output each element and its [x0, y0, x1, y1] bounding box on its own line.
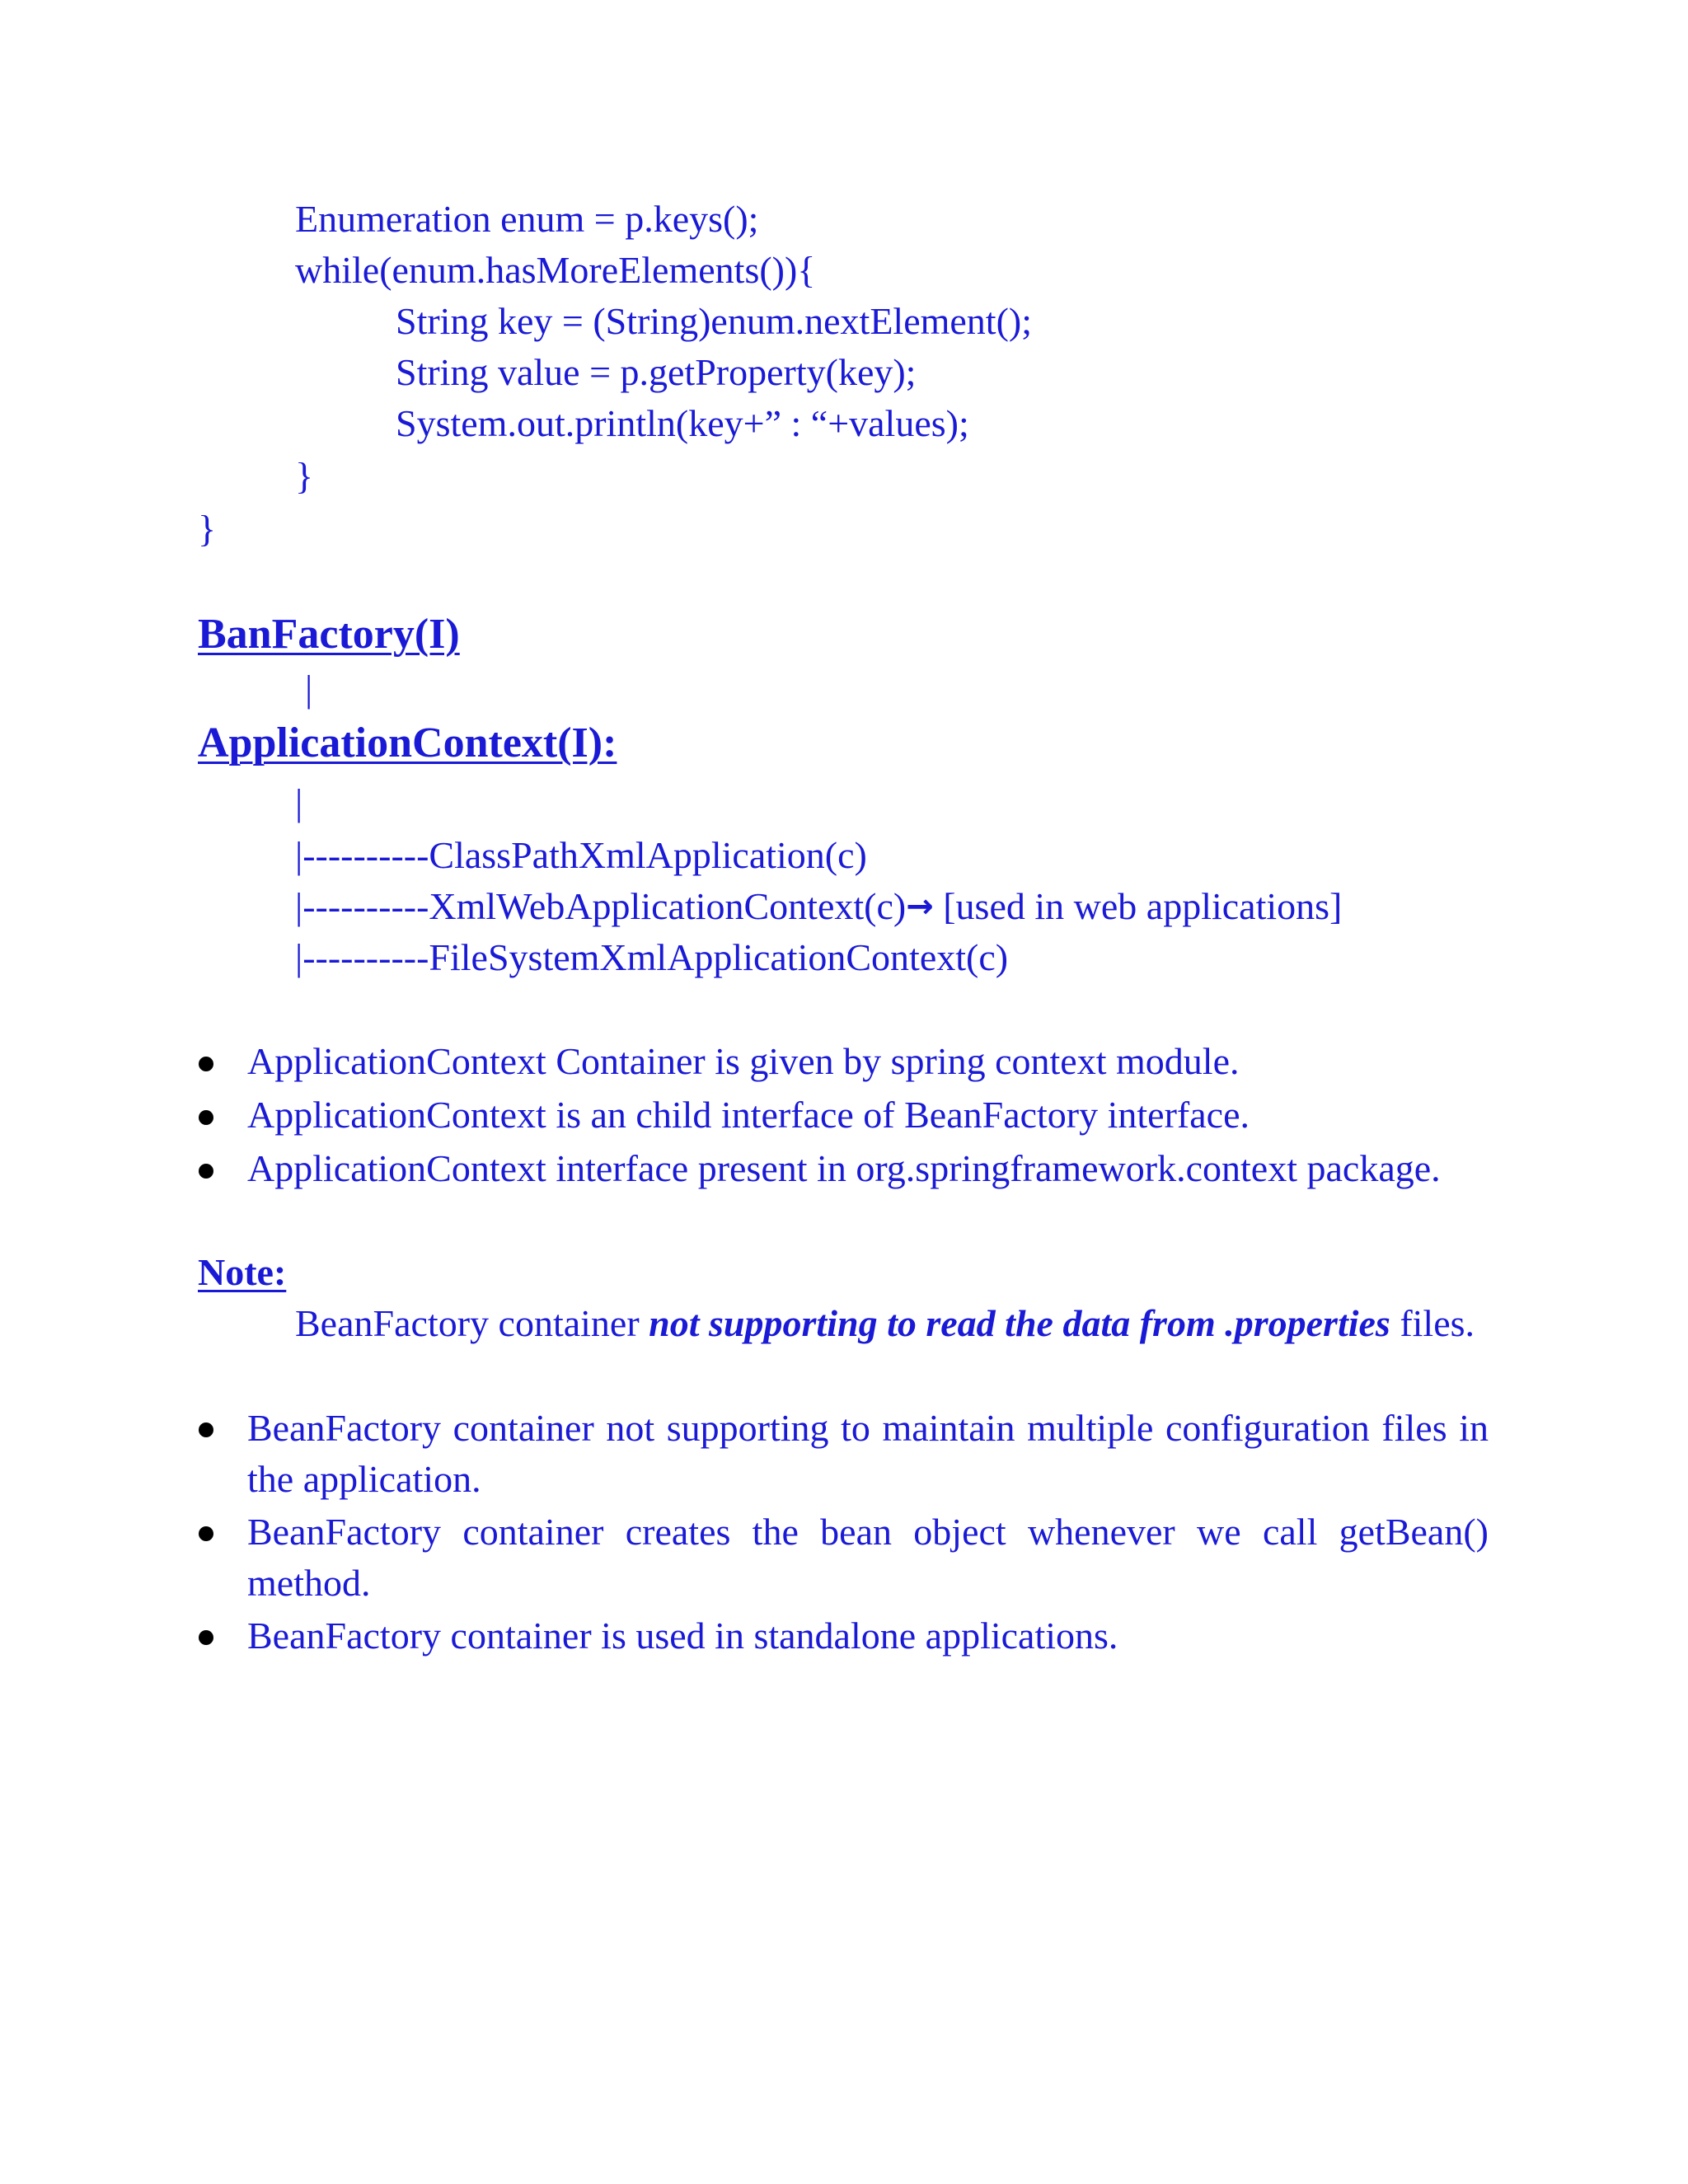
bullet-icon — [199, 1057, 213, 1071]
note-text — [295, 1301, 1475, 1347]
code-line-string-key: String key = (String)enum.nextElement(); — [396, 300, 1033, 342]
bullet-icon — [199, 1164, 213, 1179]
hierarchy-connector: | — [295, 781, 303, 823]
code-line-println: System.out.println(key+” : “+values); — [396, 402, 969, 444]
beanfactory-bullet-1: BeanFactory container not supporting to maintain multiple configuration files in the application. — [247, 1407, 1489, 1500]
code-line-close-while: } — [295, 455, 314, 497]
hierarchy-child-xmlweb-name: |----------XmlWebApplicationContext(c) — [295, 885, 907, 927]
heading-applicationcontext: ApplicationContext(I): — [198, 719, 617, 766]
note-text-before: BeanFactory container — [295, 1302, 649, 1344]
hierarchy-child-filesystem: |----------FileSystemXmlApplicationContext(c) — [295, 936, 1009, 978]
hierarchy-child-classpath: |----------ClassPathXmlApplication(c) — [295, 834, 867, 876]
appcontext-bullet-3: ApplicationContext interface present in org.springframework.context package. — [247, 1147, 1441, 1189]
code-line-close-method: } — [198, 508, 217, 550]
note-heading: Note: — [198, 1251, 287, 1293]
bullet-icon — [199, 1110, 213, 1125]
appcontext-bullet-2: ApplicationContext is an child interface of BeanFactory interface. — [247, 1094, 1250, 1136]
heading-beanfactory: BanFactory(I) — [198, 611, 460, 658]
beanfactory-bullet-2: BeanFactory container creates the bean object whenever we call getBean() method. — [247, 1511, 1489, 1604]
appcontext-bullet-1: ApplicationContext Container is given by spring context module. — [247, 1040, 1240, 1082]
beanfactory-bullet-3: BeanFactory container is used in standalone applications. — [247, 1615, 1118, 1657]
bullet-icon — [199, 1630, 213, 1645]
bullet-icon — [199, 1422, 213, 1437]
code-line-string-value: String value = p.getProperty(key); — [396, 351, 917, 393]
hierarchy-child-xmlweb — [295, 883, 1342, 930]
hierarchy-child-xmlweb-note: [used in web applications] — [933, 885, 1343, 927]
hierarchy-connector-short: | — [305, 668, 313, 710]
note-text-emphasis: not supporting to read the data from .properties — [649, 1302, 1390, 1344]
note-text-after: files. — [1390, 1302, 1475, 1344]
code-line-enumeration: Enumeration enum = p.keys(); — [295, 198, 759, 240]
bullet-icon — [199, 1526, 213, 1541]
code-line-while: while(enum.hasMoreElements()){ — [295, 249, 816, 291]
right-arrow-icon: → — [906, 888, 934, 926]
